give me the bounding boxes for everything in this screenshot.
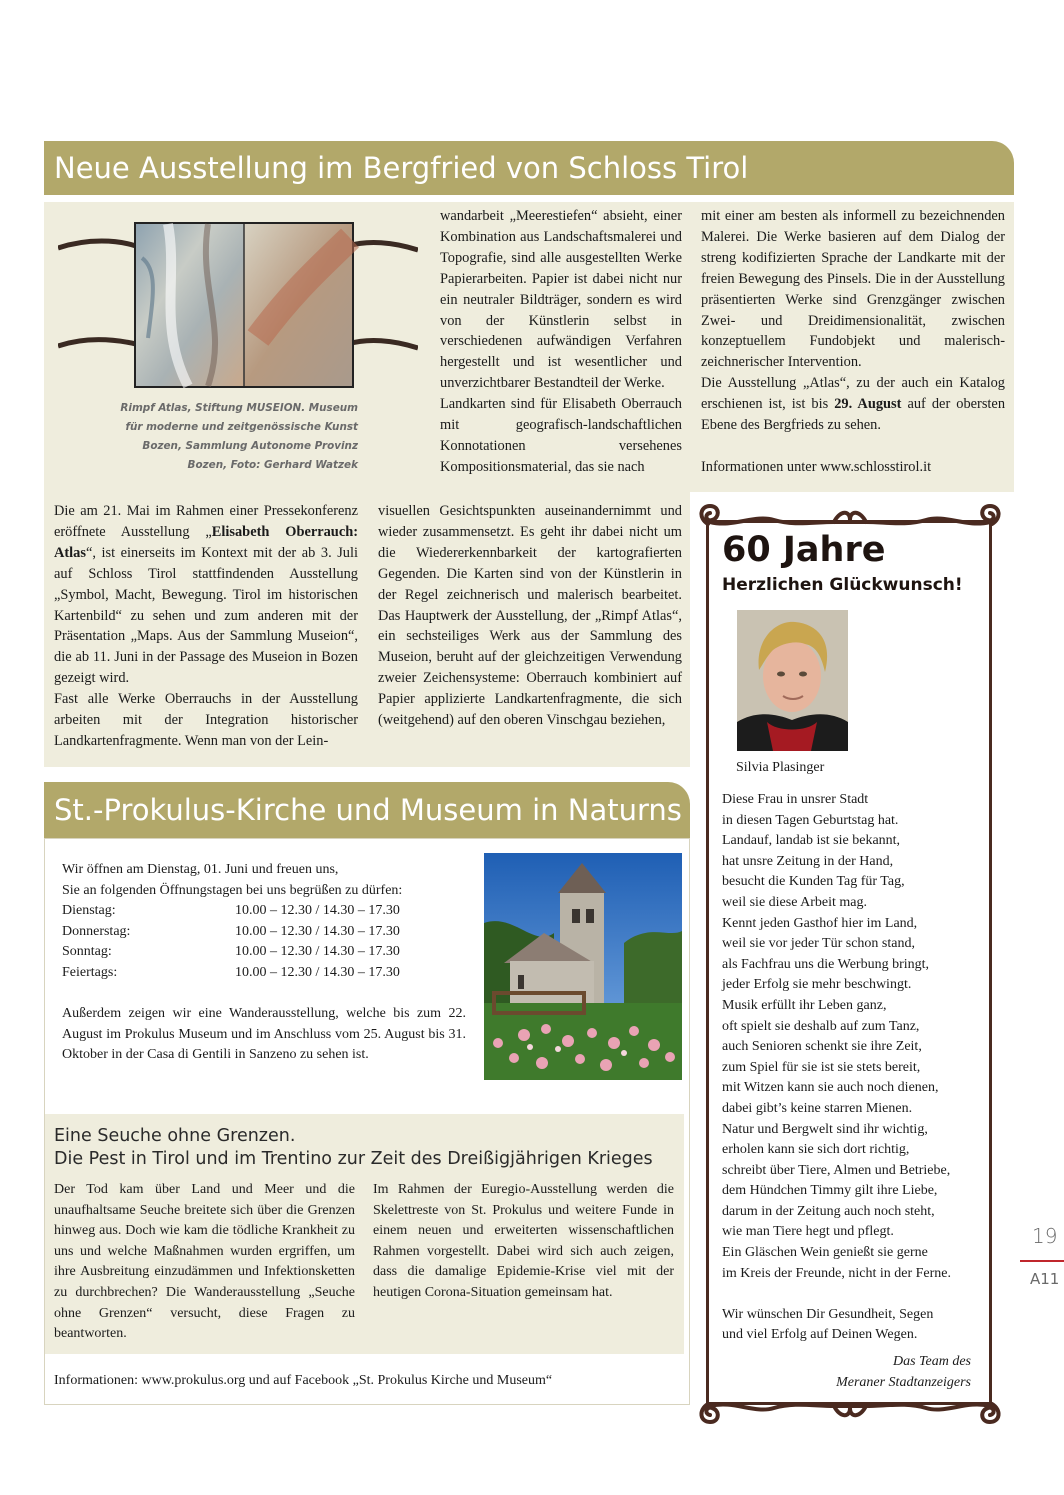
hours-time: 10.00 – 12.30 / 14.30 – 17.30 xyxy=(235,964,400,980)
opening-intro-line1: Wir öffnen am Dienstag, 01. Juni und freuen uns, xyxy=(62,862,339,877)
article1-column3 xyxy=(701,206,1005,478)
poem-line: Kennt jeden Gasthof hier im Land, xyxy=(722,915,918,931)
pest-column1: Der Tod kam über Land und Meer und die unaufhaltsame Seuche breitete sich über die Grenzen hinweg aus. Doch wie kam die tödliche Krankheit zu uns und welche Maßnahmen wurden ergriffen, um ihre Ausbreitung einzudämmen und Infektionsketten zu durchbrechen? Die Wanderausstellung „Seuche ohne Grenzen“ versucht, diese Fragen zu beantworten. xyxy=(54,1182,355,1342)
article1-col3-paragraph2: Die Ausstellung „Atlas“, zu der auch ein Katalog erschienen ist, ist bis 29. August auf der obersten Ebene des Bergfrieds zu sehen. xyxy=(701,375,1006,434)
rimpf-atlas-artwork-image xyxy=(58,218,418,390)
hours-time: 10.00 – 12.30 / 14.30 – 17.30 xyxy=(235,944,400,960)
poem-line: schreibt über Tiere, Almen und Betriebe, xyxy=(722,1162,951,1178)
article1-paragraph2: Fast alle Werke Oberrauchs in der Ausstellung arbeiten mit der Integration historischer Landkartenfragmente. Wenn man von der Lein- xyxy=(54,691,358,749)
poem-line: im Kreis der Freunde, nicht in der Ferne. xyxy=(722,1265,951,1281)
poem-line: zum Spiel für sie ist sie stets bereit, xyxy=(722,1059,921,1075)
opening-hours-table xyxy=(62,901,400,983)
article1-col3-paragraph1: mit einer am besten als informell zu bezeichnenden Malerei. Die Werke basieren auf dem Dialog der streng kodifizierten Sprache der Landkarte mit der freien Bewegung des Pinsels. Die in der Ausstellung präsentierten Werke sind Grenzgänger zwischen Zwei- und Dreidimensionalität, zwischen konzeptuellem Fundobjekt und malerisch-zeichnerischer Intervention. xyxy=(701,208,1005,371)
portrait-name: Silvia Plasinger xyxy=(736,760,825,775)
hours-day: Donnerstag: xyxy=(62,923,131,939)
hours-time: 10.00 – 12.30 / 14.30 – 17.30 xyxy=(235,923,400,939)
birthday-subtitle: Herzlichen Glückwunsch! xyxy=(722,575,963,595)
page-number: 19 xyxy=(1032,1224,1058,1248)
portrait-photo xyxy=(737,610,848,751)
birthday-title: 60 Jahre xyxy=(722,530,886,570)
hours-day: Dienstag: xyxy=(62,903,116,918)
article1-info: Informationen unter www.schlosstirol.it xyxy=(701,458,932,475)
poem-line: oft spielt sie deshalb auf zum Tanz, xyxy=(722,1018,920,1034)
poem-line: in diesen Tagen Geburtstag hat. xyxy=(722,812,899,828)
article1-column2-bottom: visuellen Gesichtspunkten auseinandernimmt und wieder zusammensetzt. Es geht ihr dabei nicht um die Wiedererkennbarkeit der kartografierten Gegenden. Die Karten sind von der Künstlerin in der Regel zeichnerisch und malerisch bearbeitet. Das Hauptwerk der Ausstellung, der „Rimpf Atlas“, ein sechsteiliges Werk aus der Sammlung des Museion, beruht auf der gleichzeitigen Verwendung zweier Zeichensysteme: Oberrauch kombiniert auf Papier applizierte Landkartenfragmente, die sich (weitgehend) auf den oberen Vinschgau beziehen, xyxy=(378,503,682,729)
signature-line1: Das Team des xyxy=(892,1354,971,1369)
article1-col2-paragraph2: Landkarten sind für Elisabeth Oberrauch mit geografisch-landschaftlichen Konnotationen versehenes Kompositionsmaterial, das sie nach xyxy=(440,396,682,475)
poem-line: Natur und Bergwelt sind ihr wichtig, xyxy=(722,1121,928,1137)
edition-label: A11 xyxy=(1030,1270,1060,1288)
article1-column2-top xyxy=(440,206,682,478)
signature-line2: Meraner Stadtanzeigers xyxy=(836,1374,971,1390)
poem-line: darum in der Zeitung auch noch steht, xyxy=(722,1203,935,1219)
article1-title: Neue Ausstellung im Bergfried von Schloss Tirol xyxy=(54,151,749,185)
hours-row xyxy=(62,922,400,943)
article1-col2-paragraph1: wandarbeit „Meerestiefen“ absieht, einer Kombination aus Landschaftsmalerei und Topografie, sind alle ausgestellten Werke Papierarbeiten. Papier ist dabei nicht nur ein neutraler Bildträger, sondern es wird von der Künstlerin selbst in verschiedenen aufwändigen Verfahren hergestellt und ist wesentlicher und unverzichtbarer Bestandteil der Werke. xyxy=(440,208,682,392)
birthday-poem xyxy=(722,790,990,1346)
poem-line: wie man Tiere hegt und pflegt. xyxy=(722,1224,894,1240)
poem-line: auch Senioren schenkt sie ihre Zeit, xyxy=(722,1039,922,1055)
poem-line: Musik erfüllt ihr Leben ganz, xyxy=(722,997,887,1013)
poem-line: Ein Gläschen Wein genießt sie gerne xyxy=(722,1245,928,1261)
prokulus-church-photo xyxy=(484,853,682,1080)
poem-line: hat unsre Zeitung in der Hand, xyxy=(722,853,894,869)
poem-line: weil sie vor jeder Tür schon stand, xyxy=(722,936,915,952)
pest-column2: Im Rahmen der Euregio-Ausstellung werden die Skelettreste von St. Prokulus und weitere Funde in einem neuen und erweiterten wissenschaftlichen Rahmen vorgestellt. Dabei wird sich auch zeigen, dass die damalige Epidemie-Krise viel mit der heutigen Corona-Situation gemeinsam hat. xyxy=(373,1182,674,1300)
hours-row xyxy=(62,901,400,922)
wish-line: und viel Erfolg auf Deinen Wegen. xyxy=(722,1327,918,1343)
poem-line: besucht die Kunden Tag für Tag, xyxy=(722,874,905,890)
poem-line: dabei gibt’s keine starren Mienen. xyxy=(722,1100,913,1116)
hours-row xyxy=(62,963,400,984)
hours-row xyxy=(62,942,400,963)
hours-time: 10.00 – 12.30 / 14.30 – 17.30 xyxy=(235,903,400,918)
poem-line: dem Hündchen Timmy gilt ihre Liebe, xyxy=(722,1183,938,1199)
wish-line: Wir wünschen Dir Gesundheit, Segen xyxy=(722,1306,934,1322)
article2-title: St.-Prokulus-Kirche und Museum in Naturns xyxy=(54,793,682,827)
pest-subtitle-line1: Eine Seuche ohne Grenzen. xyxy=(54,1126,296,1146)
article2-info: Informationen: www.prokulus.org und auf Facebook „St. Prokulus Kirche und Museum“ xyxy=(54,1373,553,1388)
poem-line: Diese Frau in unsrer Stadt xyxy=(722,792,869,807)
pest-subtitle xyxy=(54,1125,674,1171)
poem-line: weil sie diese Arbeit mag. xyxy=(722,894,868,910)
pest-subtitle-line2: Die Pest in Tirol und im Trentino zur Zeit des Dreißigjährigen Krieges xyxy=(54,1149,653,1169)
poem-line: Landauf, landab ist sie bekannt, xyxy=(722,833,901,849)
page-number-rule xyxy=(1020,1260,1064,1262)
article1-column1 xyxy=(54,501,358,752)
opening-intro-line2: Sie an folgenden Öffnungstagen bei uns begrüßen zu dürfen: xyxy=(62,882,403,898)
article1-title-banner xyxy=(44,141,1014,195)
poem-line: jeder Erfolg sie mehr beschwingt. xyxy=(722,977,912,993)
birthday-signature xyxy=(760,1352,971,1393)
article1-paragraph1: Die am 21. Mai im Rahmen einer Pressekonferenz eröffnete Ausstellung „Elisabeth Oberrauch: Atlas“, ist einerseits im Kontext mit der ab 3. Juli auf Schloss Tirol stattfindenden Ausstellung „Symbol, Macht, Bewegung. Tirol im historischen Kartenbild“ zu sehen und zum anderen mit der Präsentation „Maps. Aus der Sammlung Museion“, die ab 11. Juni in der Passage des Museion in Bozen gezeigt wird. xyxy=(54,503,358,687)
wander-exhibition-text: Außerdem zeigen wir eine Wanderausstellung, welche bis zum 22. August im Prokulus Museum und im Anschluss vom 25. August bis 31. Oktober in der Casa di Gentili in Sanzeno zu sehen ist. xyxy=(62,1006,466,1063)
opening-intro xyxy=(62,860,482,901)
poem-line: als Fachfrau uns die Werbung bringt, xyxy=(722,956,930,972)
poem-line: mit Witzen kann sie auch noch dienen, xyxy=(722,1080,939,1096)
hours-day: Sonntag: xyxy=(62,944,112,960)
artwork-caption: Rimpf Atlas, Stiftung MUSEION. Museum für moderne und zeitgenössische Kunst Bozen, Sammlung Autonome Provinz Bozen, Foto: Gerhard Watzek xyxy=(120,402,358,471)
poem-line: erholen kann sie sich dort richtig, xyxy=(722,1142,910,1158)
article2-title-banner xyxy=(44,782,690,838)
hours-day: Feiertags: xyxy=(62,964,118,980)
